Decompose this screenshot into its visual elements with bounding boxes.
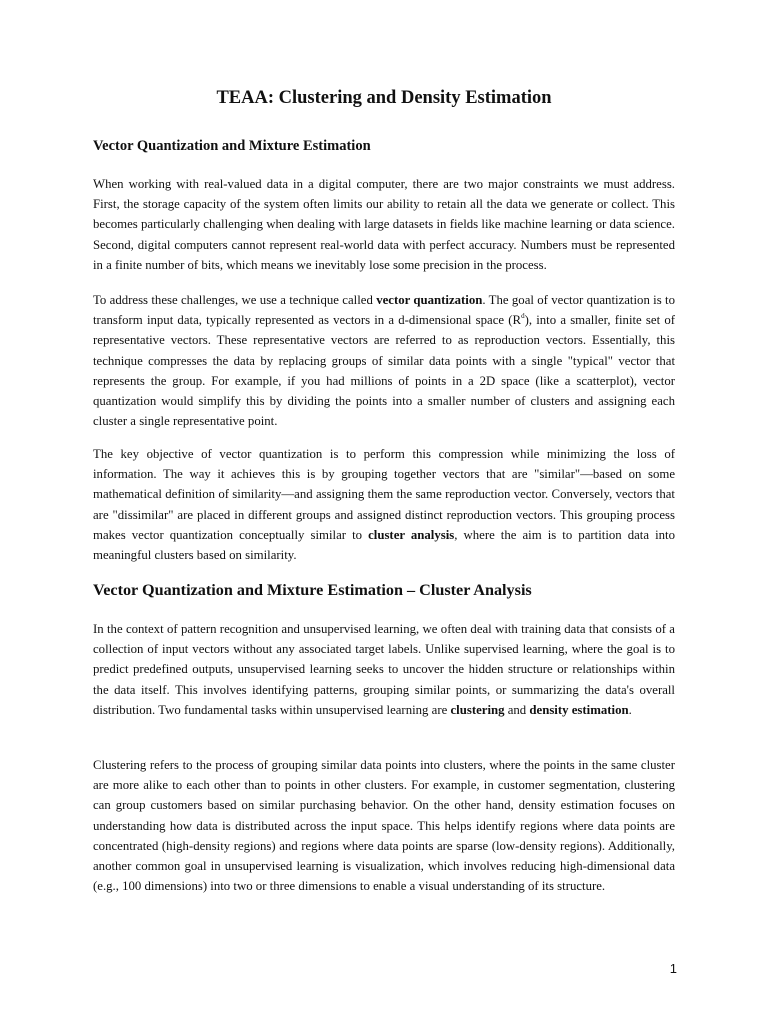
bold-term-vector-quantization: vector quantization: [376, 293, 483, 307]
paragraph-clustering-density: Clustering refers to the process of grouping similar data points into clusters, where the points in the same cluster are more alike to each other than to points in other clusters. For example, in customer segmentation, clustering can group customers based on similar purchasing behavior. On the other hand, density estimation focuses on understanding how data is distributed across the input space. This helps identify regions where data points are concentrated (high-density regions) and regions where data points are sparse (low-density regions). Additionally, another common goal in unsupervised learning is visualization, which involves reducing high-dimensional data (e.g., 100 dimensions) into two or three dimensions to enable a visual understanding of its structure.: [93, 758, 675, 894]
section-heading-cluster-analysis: Vector Quantization and Mixture Estimation – Cluster Analysis: [93, 581, 532, 599]
text-run: .: [628, 702, 632, 717]
paragraph-vector-quantization-intro: [93, 290, 675, 431]
text-run: ), into a smaller, finite set of representative vectors. These representative vectors are referred to as reproduction vectors. Essentially, this technique compresses the data by replacing groups of similar data points with a single "typical" vector that represents the group. For example, if you had millions of points in a 2D space (like a scatterplot), vector quantization would simplify this by dividing the points into a smaller number of clusters and assigning each cluster a single representative point.: [93, 313, 675, 429]
document-title: TEAA: Clustering and Density Estimation: [216, 88, 552, 108]
page-number: 1: [669, 961, 677, 976]
text-run: In the context of pattern recognition and unsupervised learning, we often deal with training data that consists of a collection of input vectors without any associated target labels. Unlike supervised learning, where the goal is to predict predefined outputs, unsupervised learning seeks to uncover the hidden structure or relationships within the data itself. This involves identifying patterns, grouping similar points, or summarizing the data's overall distribution. Two fundamental tasks within unsupervised learning are: [93, 622, 675, 717]
superscript-d: d: [521, 312, 525, 321]
section-heading-vector-quantization: Vector Quantization and Mixture Estimation: [93, 138, 371, 154]
paragraph-key-objective: [93, 444, 675, 565]
text-run: The key objective of vector quantization is to perform this compression while minimizing the loss of information. The way it achieves this is by grouping together vectors that are "similar"—based on some mathematical definition of similarity—and assigning them the same reproduction vector. Conversely, vectors that are "dissimilar" are placed in different groups and assigned distinct reproduction vectors. This grouping process makes vector quantization conceptually similar to: [93, 447, 675, 542]
bold-term-cluster-analysis: cluster analysis: [368, 527, 455, 542]
text-run: To address these challenges, we use a technique called: [93, 293, 377, 307]
text-run: and: [504, 702, 530, 717]
text-run: , where the aim is to partition data into meaningful clusters based on similarity.: [93, 527, 675, 563]
text-run: . The goal of vector quantization is to transform input data, typically represented as vectors in a d-dimensional space (R: [93, 293, 675, 328]
bold-term-density-estimation: density estimation: [529, 702, 629, 717]
bold-term-clustering: clustering: [450, 702, 505, 717]
paragraph-storage-constraints: When working with real-valued data in a digital computer, there are two major constraints we must address. First, the storage capacity of the system often limits our ability to retain all the data we generate or collect. This becomes particularly challenging when dealing with large datasets in fields like machine learning or data science. Second, digital computers cannot represent real-world data with perfect accuracy. Numbers must be represented in a finite number of bits, which means we inevitably lose some precision in the process.: [93, 177, 675, 272]
paragraph-unsupervised-learning: [93, 619, 675, 720]
